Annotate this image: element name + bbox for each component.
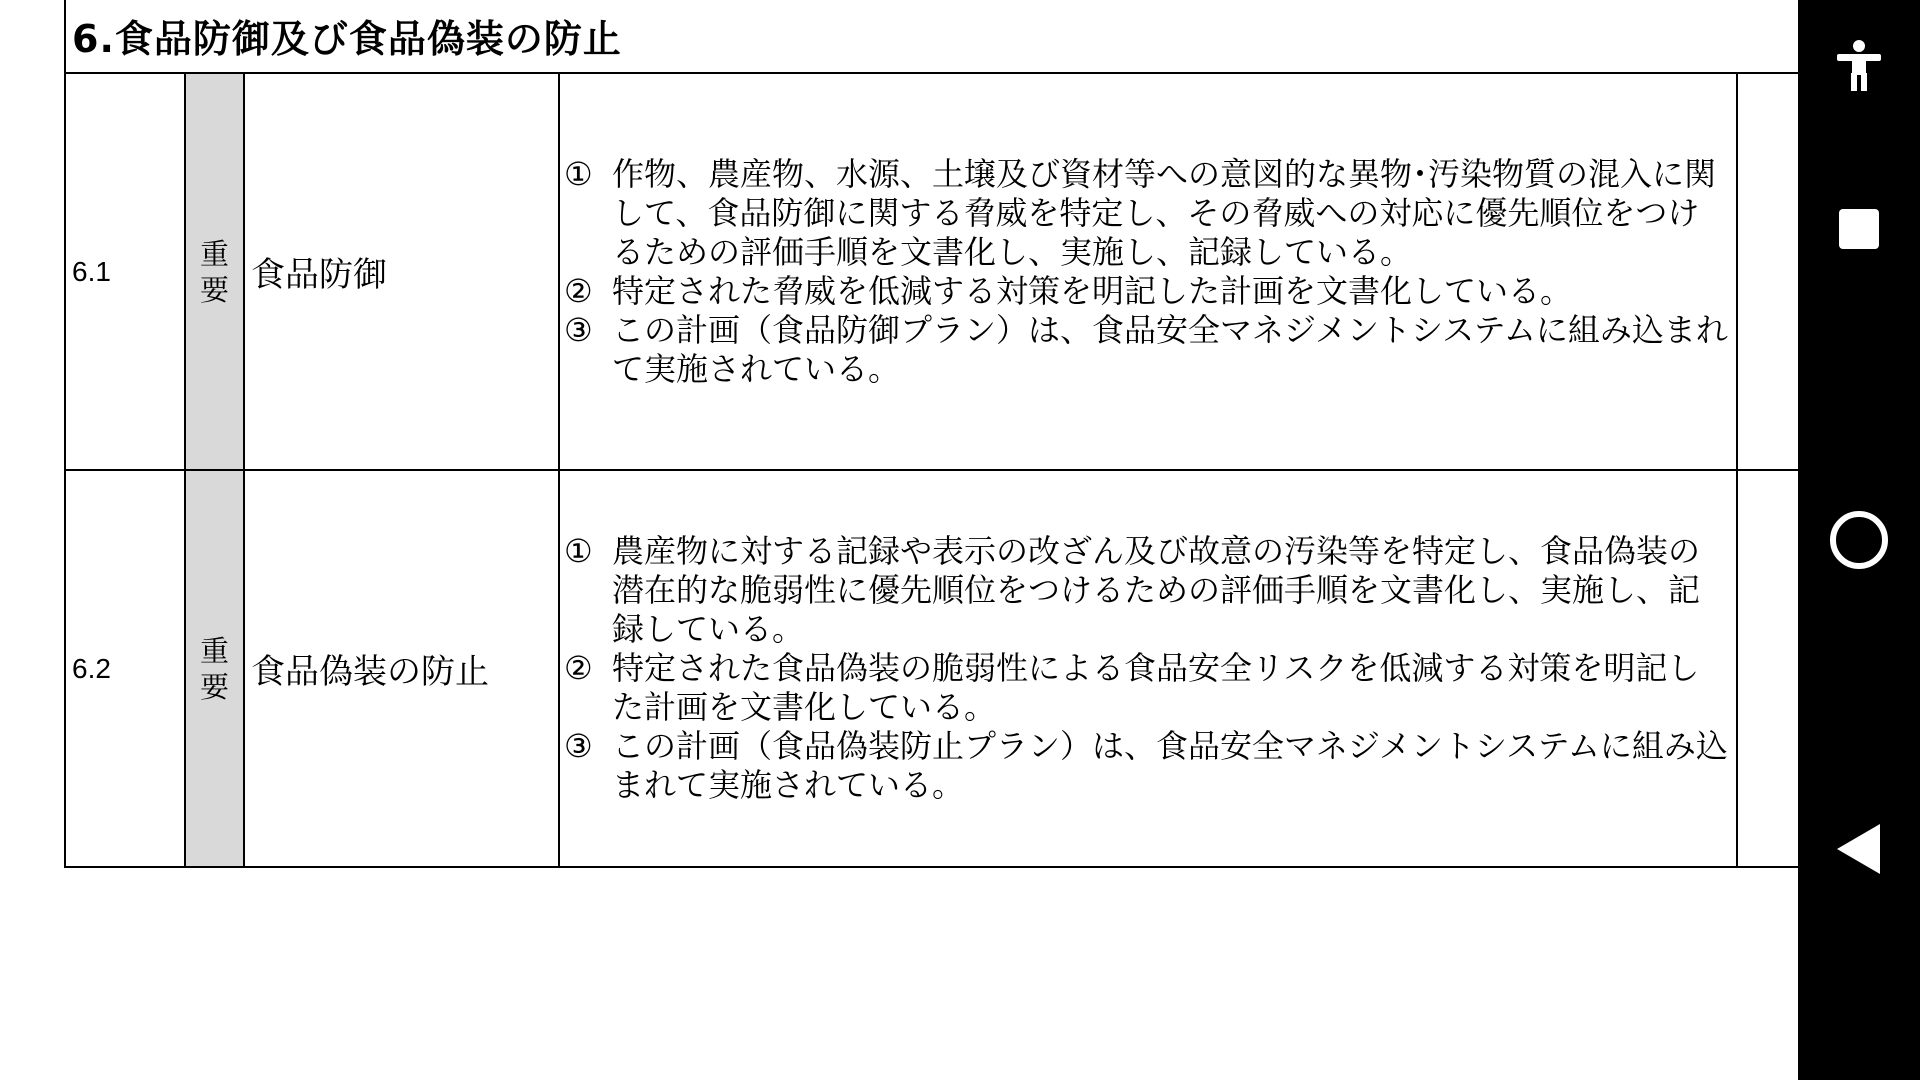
empty-cell [1737, 470, 1798, 867]
requirement-text: 農産物に対する記録や表示の改ざん及び故意の汚染等を特定し、食品偽装の潜在的な脆弱性に優先順位をつけるための評価手順を文書化し、実施し、記録している。 [612, 532, 1701, 648]
accessibility-button[interactable] [1798, 20, 1920, 110]
requirement-item [564, 272, 1730, 311]
back-triangle-icon [1834, 821, 1884, 877]
requirement-text: 特定された食品偽装の脆弱性による食品安全リスクを低減する対策を明記した計画を文書化している。 [612, 649, 1700, 726]
accessibility-icon [1831, 37, 1887, 93]
requirement-marker: ① [564, 532, 593, 570]
item-requirements [559, 470, 1737, 867]
requirement-marker: ③ [564, 310, 593, 349]
item-name: 食品偽装の防止 [244, 470, 559, 867]
empty-cell [1737, 73, 1798, 470]
back-button[interactable] [1798, 804, 1920, 894]
requirement-item [564, 727, 1730, 805]
requirement-text: 特定された脅威を低減する対策を明記した計画を文書化している。 [612, 271, 1573, 310]
recents-button[interactable] [1798, 184, 1920, 274]
requirement-item [564, 532, 1730, 649]
requirements-table [64, 0, 1798, 868]
importance-badge-label: 重要 [199, 633, 229, 704]
item-name: 食品防御 [244, 73, 559, 470]
requirement-text: 作物、農産物、水源、土壌及び資材等への意図的な異物･汚染物質の混入に関して、食品防御に関する脅威を特定し、その脅威への対応に優先順位をつけるための評価手順を文書化し、実施し、記録している。 [612, 154, 1717, 271]
home-circle-icon [1827, 508, 1891, 572]
home-button[interactable] [1798, 495, 1920, 585]
section-title: 6.食品防御及び食品偽装の防止 [65, 0, 1798, 73]
requirement-marker: ③ [564, 727, 593, 765]
importance-badge [185, 73, 244, 470]
requirement-marker: ② [564, 271, 593, 310]
requirement-text: この計画（食品偽装防止プラン）は、食品安全マネジメントシステムに組み込まれて実施されている。 [612, 727, 1728, 804]
requirement-item [564, 649, 1730, 727]
importance-badge-label: 重要 [199, 236, 229, 307]
requirement-text: この計画（食品防御プラン）は、食品安全マネジメントシステムに組み込まれて実施されている。 [612, 310, 1728, 388]
recents-square-icon [1837, 207, 1881, 251]
item-number: 6.1 [65, 73, 185, 470]
item-number: 6.2 [65, 470, 185, 867]
requirement-item [564, 155, 1730, 272]
importance-badge [185, 470, 244, 867]
requirement-marker: ① [564, 154, 593, 193]
table-row [65, 470, 1798, 867]
requirement-marker: ② [564, 649, 593, 687]
navigation-bar [1798, 0, 1920, 1080]
requirement-item [564, 311, 1730, 389]
item-requirements [559, 73, 1737, 470]
section-header-row [65, 0, 1798, 73]
table-row [65, 73, 1798, 470]
